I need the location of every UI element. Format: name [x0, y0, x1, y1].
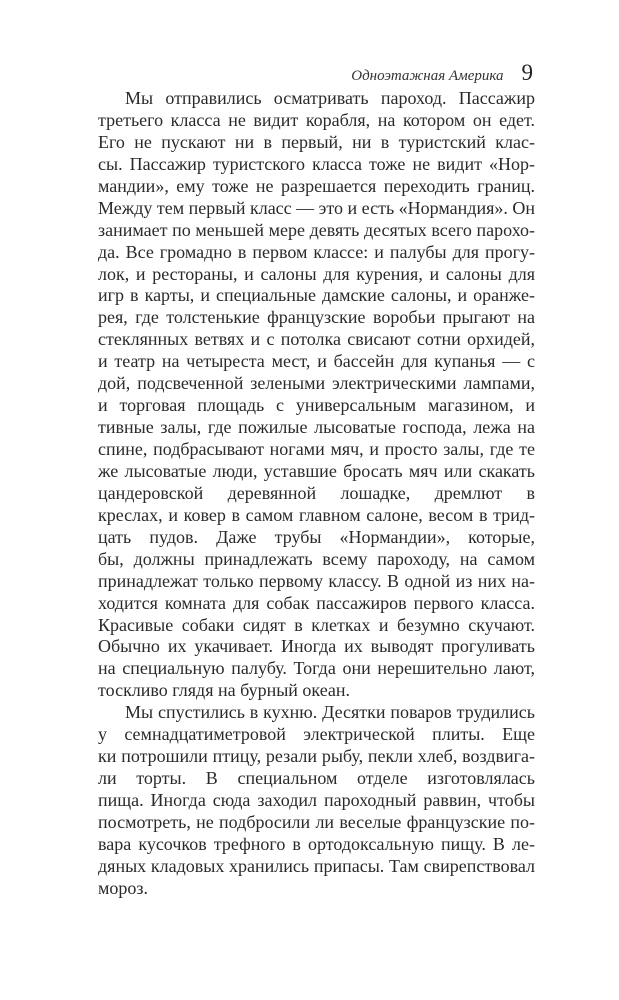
text-line: же лысоватые люди, уставшие бросать мяч или скакать — [98, 460, 535, 481]
text-line: тоскливо глядя на бурный океан. — [98, 680, 351, 701]
text-line: ходится комната для собак пассажиров первого класса. — [98, 592, 535, 613]
paragraph — [98, 88, 535, 702]
text-line: дяных кладовых хранились припасы. Там свирепствовал — [98, 855, 535, 876]
text-line: спине, подбрасывают ногами мяч, и просто залы, где те — [98, 439, 535, 459]
text-line: тивные залы, где пожилые лысоватые господа, лежа на — [98, 417, 535, 438]
running-header — [351, 60, 533, 86]
text-line: Красивые собаки сидят в клетках и безумно скучают. — [98, 614, 535, 635]
text-line: посмотреть, не подбросили ли веселые французские по- — [98, 811, 535, 832]
text-line: занимает по меньшей мере девять десятых всего парохо- — [98, 219, 535, 240]
text-line: дой, подсвеченной зелеными электрическими лампами, — [98, 373, 535, 394]
text-line: вара кусочков трефного в ортодоксальную пищу. В ле- — [98, 833, 535, 854]
text-line: сы. Пассажир туристского класса тоже не видит «Нор- — [98, 153, 535, 174]
text-line: принадлежат только первому классу. В одной из них на- — [98, 570, 535, 591]
text-line: Мы отправились осматривать пароход. Пассажир — [125, 88, 535, 108]
text-line: и театр на четыреста мест, и бассейн для купанья — с — [98, 351, 535, 372]
text-line: да. Все громадно в первом классе: и палубы для прогу- — [98, 241, 535, 262]
text-line: ли торты. В специальном отделе изготовлялась — [98, 768, 535, 789]
text-line: третьего класса не видит корабля, на котором он едет. — [98, 109, 535, 130]
paragraph — [98, 702, 535, 899]
text-line: на специальную палубу. Тогда они нерешительно лают, — [98, 658, 535, 679]
text-line: креслах, и ковер в самом главном салоне, весом в трид- — [98, 504, 535, 525]
text-line: цать пудов. Даже трубы «Нормандии», которые, — [98, 526, 535, 547]
body-text — [98, 88, 535, 900]
text-line: Обычно их укачивает. Иногда их выводят прогуливать — [98, 636, 535, 657]
text-line: ки потрошили птицу, резали рыбу, пекли хлеб, воздвига- — [98, 746, 535, 767]
text-line: у семнадцатиметровой электрической плиты. Еще — [98, 724, 535, 745]
text-line: игр в карты, и специальные дамские салоны, и оранже- — [98, 285, 535, 306]
text-line: Его не пускают ни в первый, ни в туристский клас- — [98, 131, 535, 152]
text-line: мандии», ему тоже не разрешается переходить границ. — [98, 175, 535, 196]
text-line: цандеровской деревянной лошадке, дремлют в — [98, 482, 535, 503]
text-line: Мы спустились в кухню. Десятки поваров трудились — [125, 702, 535, 723]
text-line: пища. Иногда сюда заходил пароходный раввин, чтобы — [98, 790, 535, 810]
text-line: стеклянных ветвях и с потолка свисают сотни орхидей, — [98, 329, 535, 350]
text-line: мороз. — [98, 877, 149, 898]
text-line: рея, где толстенькие французские воробьи прыгают на — [98, 307, 535, 328]
page-number: 9 — [521, 60, 533, 85]
text-line: Между тем первый класс — это и есть «Нормандия». Он — [98, 197, 535, 218]
text-line: бы, должны принадлежать всему пароходу, на самом — [98, 548, 535, 569]
text-line: лок, и рестораны, и салоны для курения, и салоны для — [98, 263, 535, 284]
running-title: Одноэтажная Америка — [351, 68, 504, 84]
text-line: и торговая площадь с универсальным магазином, и — [98, 395, 535, 416]
